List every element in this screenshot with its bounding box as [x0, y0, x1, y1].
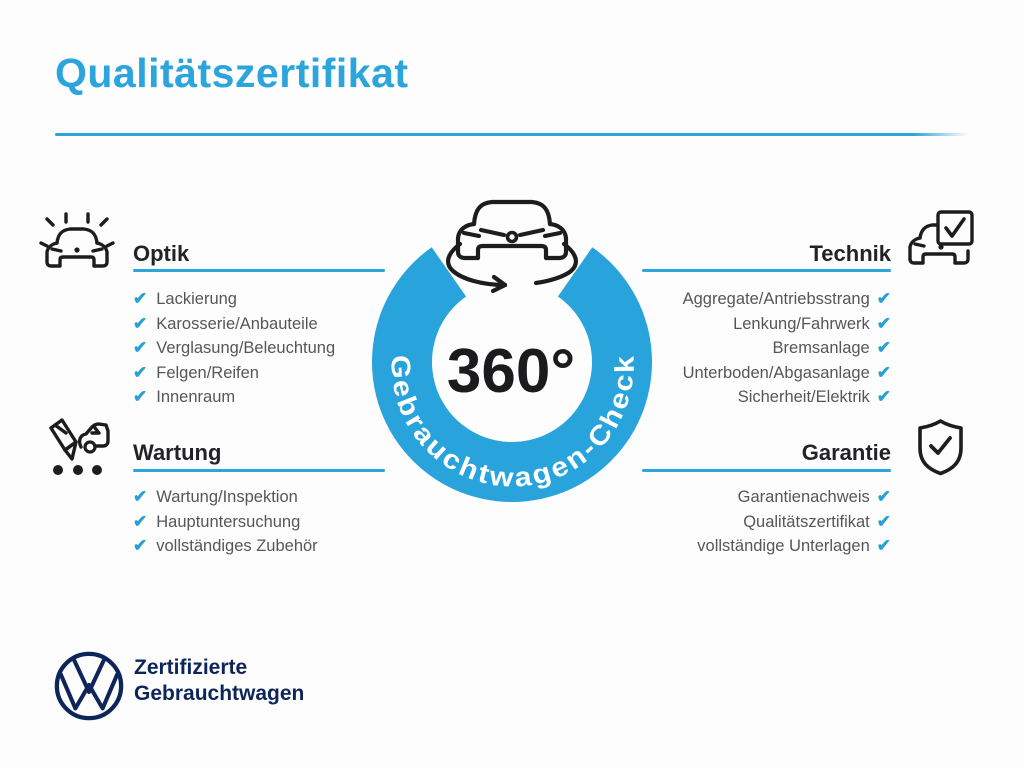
check-item — [133, 361, 335, 386]
section-heading-wartung: Wartung — [133, 440, 222, 465]
check-item — [683, 361, 891, 386]
check-icon: ✔ — [876, 362, 891, 382]
check-item — [133, 312, 335, 337]
check-icon: ✔ — [876, 487, 891, 506]
check-icon: ✔ — [133, 289, 148, 308]
footer-claim — [134, 655, 304, 706]
section-heading-technik: Technik — [809, 241, 891, 266]
check-icon: ✔ — [133, 362, 148, 382]
check-item-label: vollständiges Zubehör — [156, 537, 318, 555]
section-heading-garantie: Garantie — [801, 440, 891, 465]
check-item-label: Garantienachweis — [737, 488, 870, 506]
check-item-label: Lackierung — [156, 290, 237, 308]
check-icon: ✔ — [133, 338, 148, 357]
check-item — [683, 336, 891, 361]
car-checklist-icon — [904, 208, 980, 276]
check-item-label: Lenkung/Fahrwerk — [733, 314, 870, 333]
check-item-label: Hauptuntersuchung — [156, 512, 301, 531]
section-underline-technik — [642, 269, 891, 272]
section-underline-garantie — [642, 469, 891, 472]
check-item-label: Aggregate/Antriebsstrang — [682, 290, 870, 308]
shiny-car-icon — [36, 208, 120, 276]
check-icon: ✔ — [133, 511, 148, 531]
check-item — [683, 312, 891, 337]
check-item — [697, 510, 891, 535]
title-divider — [55, 133, 968, 136]
section-underline-wartung — [133, 469, 385, 472]
page-title: Qualitätszertifikat — [55, 50, 409, 96]
check-item-label: vollständige Unterlagen — [697, 537, 870, 555]
check-item — [133, 336, 335, 361]
optik-check-list — [133, 287, 335, 410]
360-badge — [352, 185, 677, 515]
check-icon: ✔ — [133, 487, 148, 506]
check-icon: ✔ — [133, 313, 148, 333]
check-item — [697, 485, 891, 510]
check-item — [683, 287, 891, 312]
check-item-label: Verglasung/Beleuchtung — [156, 339, 336, 357]
check-icon: ✔ — [133, 387, 148, 406]
check-icon: ✔ — [876, 313, 891, 333]
check-item — [683, 385, 891, 410]
check-item — [133, 385, 335, 410]
check-item-label: Qualitätszertifikat — [743, 512, 870, 531]
check-icon: ✔ — [876, 536, 891, 555]
check-icon: ✔ — [876, 289, 891, 308]
check-icon: ✔ — [876, 387, 891, 406]
technik-check-list — [683, 287, 891, 410]
check-item — [133, 534, 318, 559]
section-underline-optik — [133, 269, 385, 272]
footer-claim-line1: Zertifizierte — [134, 656, 248, 679]
badge-center-label: 360° — [446, 337, 576, 406]
check-item — [697, 534, 891, 559]
check-item-label: Innenraum — [156, 388, 236, 406]
check-item — [133, 485, 318, 510]
check-icon: ✔ — [133, 536, 148, 555]
check-item-label: Wartung/Inspektion — [156, 488, 298, 506]
check-item — [133, 510, 318, 535]
vw-logo — [52, 649, 126, 723]
rotating-car-icon — [448, 202, 576, 291]
check-icon: ✔ — [876, 511, 891, 531]
wartung-check-list — [133, 485, 318, 559]
footer-claim-line2: Gebrauchtwagen — [134, 681, 305, 705]
check-item-label: Unterboden/Abgasanlage — [682, 363, 870, 382]
garantie-check-list — [697, 485, 891, 559]
badge-ring-label: Gebrauchtwagen-Check — [385, 354, 640, 493]
check-item-label: Felgen/Reifen — [156, 363, 259, 382]
section-heading-optik: Optik — [133, 241, 190, 266]
check-item-label: Bremsanlage — [772, 339, 870, 357]
check-item-label: Sicherheit/Elektrik — [737, 388, 870, 406]
check-icon: ✔ — [876, 338, 891, 357]
check-item-label: Karosserie/Anbauteile — [156, 314, 318, 333]
shield-check-icon — [912, 415, 970, 479]
check-item — [133, 287, 335, 312]
service-record-icon — [40, 410, 118, 480]
